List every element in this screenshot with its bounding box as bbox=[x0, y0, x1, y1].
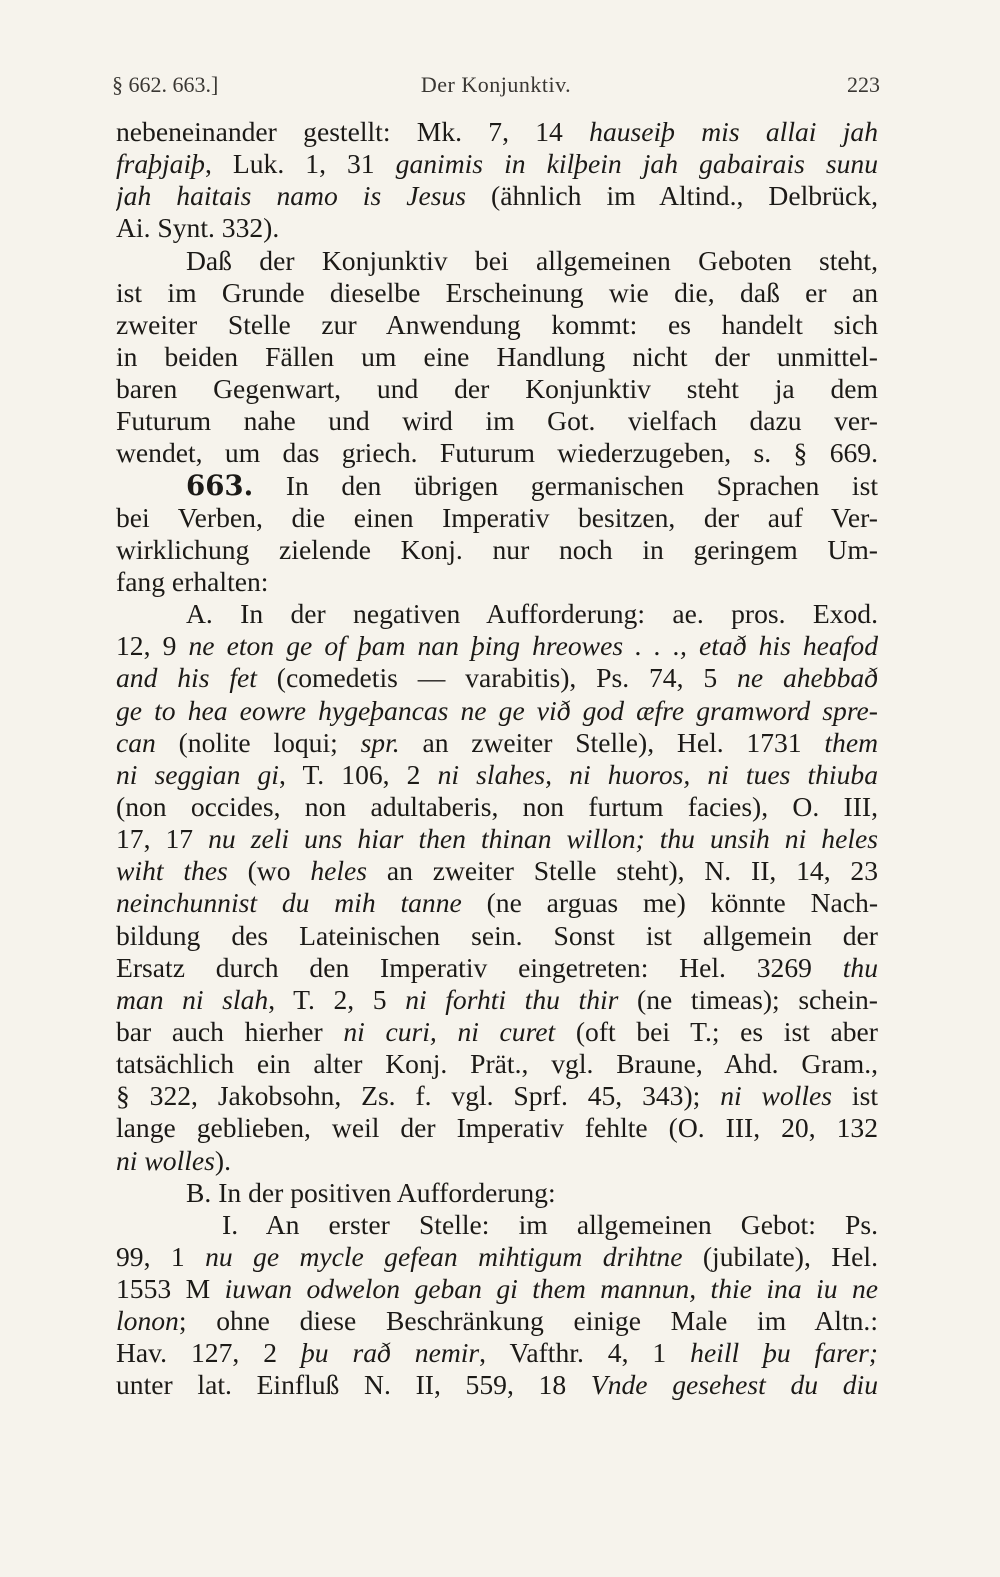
text-segment: In den übrigen germanischen Sprachen ist bbox=[253, 469, 878, 501]
text-segment: ist im Grunde dieselbe Erscheinung wie die, daß er an bbox=[116, 276, 878, 308]
italic-text: ni slahes, ni huoros, ni tues thiuba bbox=[437, 758, 878, 790]
text-line bbox=[116, 855, 878, 887]
text-segment: (jubilate), Hel. bbox=[682, 1240, 878, 1272]
text-segment: an zweiter Stelle), Hel. 1731 bbox=[399, 726, 825, 758]
italic-text: ne eton ge of þam nan þing hreowes . . ., etað his heafod bbox=[188, 630, 878, 662]
text-segment: ). bbox=[214, 1144, 231, 1176]
text-segment: (comedetis — varabitis), Ps. 74, 5 bbox=[256, 662, 738, 694]
text-segment: 99, 1 bbox=[116, 1240, 206, 1272]
text-line bbox=[116, 823, 878, 855]
text-line bbox=[116, 887, 878, 919]
text-line bbox=[116, 534, 878, 566]
italic-text: ni curi, ni curet bbox=[343, 1015, 556, 1047]
text-line bbox=[116, 1209, 878, 1241]
text-segment: fang erhalten: bbox=[116, 565, 269, 597]
italic-text: jah haitais namo is Jesus bbox=[116, 180, 466, 212]
text-segment: B. In der positiven Aufforderung: bbox=[186, 1176, 556, 1208]
text-segment: unter lat. Einfluß N. II, 559, 18 bbox=[116, 1369, 591, 1401]
text-segment: bei Verben, die einen Imperativ besitzen, der auf Ver- bbox=[116, 501, 878, 533]
page-number: 223 bbox=[847, 72, 880, 97]
text-segment: , Vafthr. 4, 1 bbox=[479, 1337, 691, 1369]
italic-text: thu bbox=[842, 951, 878, 983]
text-line bbox=[116, 695, 878, 727]
text-line bbox=[116, 662, 878, 694]
italic-text: heill þu farer; bbox=[690, 1337, 878, 1369]
text-segment: ist bbox=[832, 1080, 878, 1112]
italic-text: heles bbox=[310, 855, 368, 887]
italic-text: lonon bbox=[116, 1305, 179, 1337]
text-segment: zweiter Stelle zur Anwendung kommt: es handelt sich bbox=[116, 308, 878, 340]
italic-text: fraþjaiþ bbox=[116, 148, 205, 180]
text-line bbox=[116, 984, 878, 1016]
text-segment: 17, 17 bbox=[116, 823, 209, 855]
italic-text: ganimis in kilþein jah gabairais sunu bbox=[395, 148, 878, 180]
text-line bbox=[116, 148, 878, 180]
text-segment: I. An erster Stelle: im allgemeinen Gebot: Ps. bbox=[222, 1208, 878, 1240]
text-segment: Ai. Synt. 332). bbox=[116, 212, 280, 244]
text-segment: § 322, Jakobsohn, Zs. f. vgl. Sprf. 45, 343); bbox=[116, 1080, 721, 1112]
text-line bbox=[116, 1177, 878, 1209]
text-line bbox=[116, 1080, 878, 1112]
text-segment: Daß der Konjunktiv bei allgemeinen Geboten steht, bbox=[186, 244, 878, 276]
italic-text: Vnde gesehest du diu bbox=[590, 1369, 878, 1401]
text-segment: 12, 9 bbox=[116, 630, 189, 662]
chapter-title: Der Konjunktiv. bbox=[420, 72, 572, 97]
italic-text: þu rað nemir bbox=[300, 1337, 480, 1369]
text-line bbox=[116, 1273, 878, 1305]
text-line bbox=[116, 791, 878, 823]
text-segment: (wo bbox=[227, 855, 311, 887]
text-segment: bar auch hierher bbox=[116, 1015, 344, 1047]
text-line bbox=[116, 1305, 878, 1337]
text-segment: baren Gegenwart, und der Konjunktiv steht ja dem bbox=[116, 373, 878, 405]
text-line bbox=[116, 1241, 878, 1273]
section-number: 663. bbox=[186, 469, 254, 502]
italic-text: ge to hea eowre hygeþancas ne ge við god æfre gramword spre- bbox=[116, 694, 878, 726]
italic-text: ni wolles bbox=[116, 1144, 215, 1176]
italic-text: spr. bbox=[360, 726, 400, 758]
text-line bbox=[116, 598, 878, 630]
text-segment: tatsächlich ein alter Konj. Prät., vgl. Braune, Ahd. Gram., bbox=[116, 1048, 878, 1080]
italic-text: neinchunnist du mih tanne bbox=[116, 887, 462, 919]
text-segment: in beiden Fällen um eine Handlung nicht der unmittel- bbox=[116, 340, 878, 372]
italic-text: ni wolles bbox=[720, 1080, 833, 1112]
text-line bbox=[116, 437, 878, 469]
text-line bbox=[116, 470, 878, 502]
italic-text: hauseiþ mis allai jah bbox=[589, 116, 878, 147]
text-segment: (non occides, non adultaberis, non furtum facies), O. III, bbox=[116, 790, 878, 822]
text-line bbox=[116, 1048, 878, 1080]
italic-text: wiht thes bbox=[116, 855, 228, 887]
text-segment: an zweiter Stelle steht), N. II, 14, 23 bbox=[367, 855, 878, 887]
text-segment: (oft bei T.; es ist aber bbox=[555, 1015, 878, 1047]
text-line bbox=[116, 566, 878, 598]
text-segment: ; ohne diese Beschränkung einige Male im Altn.: bbox=[178, 1305, 878, 1337]
running-header bbox=[112, 72, 880, 102]
text-line bbox=[116, 116, 878, 148]
text-line bbox=[116, 277, 878, 309]
italic-text: can bbox=[116, 726, 156, 758]
italic-text: nu zeli uns hiar then thinan willon; thu unsih ni heles bbox=[208, 823, 878, 855]
text-segment: Hav. 127, 2 bbox=[116, 1337, 301, 1369]
text-line bbox=[116, 405, 878, 437]
text-segment: A. In der negativen Aufforderung: ae. pros. Exod. bbox=[186, 598, 878, 630]
text-segment: wirklichung zielende Konj. nur noch in geringem Um- bbox=[116, 533, 878, 565]
text-segment: , T. 2, 5 bbox=[268, 983, 406, 1015]
text-line bbox=[116, 1145, 878, 1177]
italic-text: ne ahebbað bbox=[737, 662, 878, 694]
italic-text: them bbox=[824, 726, 878, 758]
text-line bbox=[116, 309, 878, 341]
text-line bbox=[116, 180, 878, 212]
text-segment: lange geblieben, weil der Imperativ fehlte (O. III, 20, 132 bbox=[116, 1112, 878, 1144]
text-line bbox=[116, 630, 878, 662]
text-line bbox=[116, 245, 878, 277]
text-segment: bildung des Lateinischen sein. Sonst ist allgemein der bbox=[116, 919, 878, 951]
text-segment: wendet, um das griech. Futurum wiederzugeben, s. § 669. bbox=[116, 437, 878, 469]
text-line bbox=[116, 952, 878, 984]
italic-text: and his fet bbox=[116, 662, 257, 694]
text-segment: 1553 M bbox=[116, 1273, 225, 1305]
italic-text: ni forhti thu thir bbox=[405, 983, 619, 1015]
text-segment: (nolite loqui; bbox=[155, 726, 361, 758]
text-line bbox=[116, 1337, 878, 1369]
text-segment: , T. 106, 2 bbox=[278, 758, 438, 790]
section-reference: § 662. 663.] bbox=[112, 72, 219, 97]
text-line bbox=[116, 212, 878, 244]
text-line bbox=[116, 373, 878, 405]
text-line bbox=[116, 1369, 878, 1401]
text-segment: nebeneinander gestellt: Mk. 7, 14 bbox=[116, 116, 590, 147]
italic-text: iuwan odwelon geban gi them mannun, thie ina iu ne bbox=[224, 1273, 878, 1305]
italic-text: man ni slah bbox=[116, 983, 269, 1015]
text-segment: (ähnlich im Altind., Delbrück, bbox=[465, 180, 878, 212]
italic-text: ni seggian gi bbox=[116, 758, 279, 790]
text-segment: (ne arguas me) könnte Nach- bbox=[461, 887, 878, 919]
text-line bbox=[116, 502, 878, 534]
text-segment: (ne timeas); schein- bbox=[618, 983, 878, 1015]
text-segment: Futurum nahe und wird im Got. vielfach dazu ver- bbox=[116, 405, 878, 437]
text-line bbox=[116, 1016, 878, 1048]
italic-text: nu ge mycle gefean mihtigum drihtne bbox=[205, 1240, 683, 1272]
body-text bbox=[116, 116, 878, 1402]
text-line bbox=[116, 1112, 878, 1144]
text-segment: Ersatz durch den Imperativ eingetreten: Hel. 3269 bbox=[116, 951, 843, 983]
text-line bbox=[116, 341, 878, 373]
text-line bbox=[116, 759, 878, 791]
text-line bbox=[116, 727, 878, 759]
text-line bbox=[116, 920, 878, 952]
text-segment: , Luk. 1, 31 bbox=[204, 148, 396, 180]
